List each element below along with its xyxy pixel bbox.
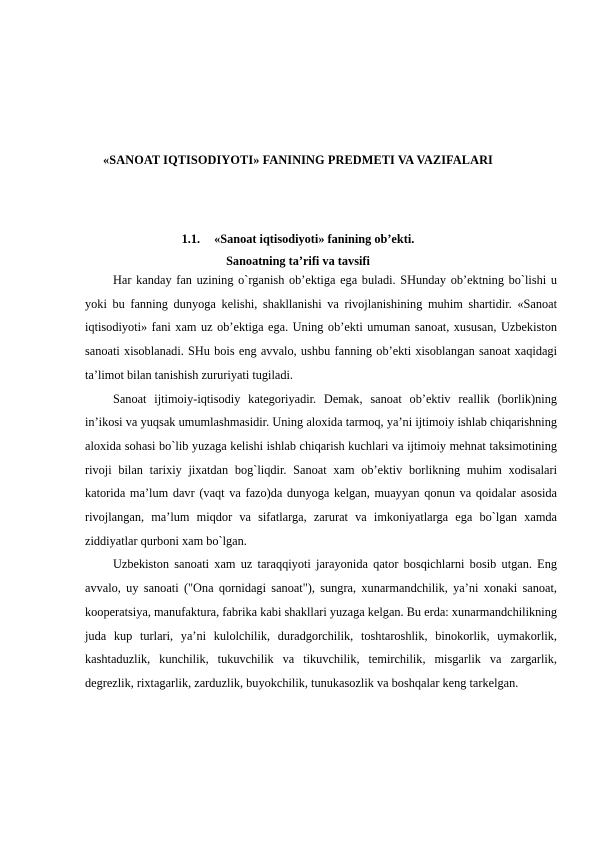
paragraph: Uzbekiston sanoati xam uz taraqqiyoti jarayonida qator bosqichlarni bosib utgan. Eng avvalo, uy sanoati ("Ona qornidagi sanoat"), sungra, xunarmandchilik, ya’ni xonaki sanoat, kooperatsiya, manufaktura, fabrika kabi shakllari yuzaga kelgan. Bu erda: xunarmandchilikning juda kup turlari, ya’ni kulolchilik, duradgorchilik, toshtaroshlik, binokorlik, uymakorlik, kashtaduzlik, kunchilik, tukuvchilik va tikuvchilik, temirchilik, misgarlik va zargarlik, degrezlik, rixtagarlik, zarduzlik, buyokchilik, tunukasozlik va boshqalar keng tarkelgan. — [85, 557, 557, 690]
subheading: Sanoatning ta’rifi va tavsifi — [226, 254, 370, 268]
section-title: «Sanoat iqtisodiyoti» fanining ob’ekti. — [214, 232, 415, 246]
section-heading — [0, 232, 596, 247]
paragraph: Sanoat ijtimoiy-iqtisodiy kategoriyadir. Demak, sanoat ob’ektiv reallik (borlik)ning in’ikosi va yuqsak umumlashmasidir. Uning aloxida tarmoq, ya’ni ijtimoiy ishlab chiqarishning aloxida sohasi bo`lib yuzaga kelishi ishlab chiqarish kuchlari va ijtimoiy mehnat taksimotining rivoji bilan tarixiy jixatdan bog`liqdir. Sanoat xam ob’ektiv borlikning muhim xodisalari katorida ma’lum davr (vaqt va fazo)da dunyoga kelgan, muayyan qonun va qoidalar asosida rivojlangan, ma’lum miqdor va sifatlarga, zarurat va imkoniyatlarga ega bo`lgan xamda ziddiyatlar qurboni xam bo`lgan. — [85, 391, 557, 548]
paragraph: Har kanday fan uzining o`rganish ob’ektiga ega buladi. SHunday ob’ektning bo`lishi u yoki bu fanning dunyoga kelishi, shakllanishi va rivojlanishining muhim shartidir. «Sanoat iqtisodiyoti» fani xam uz ob’ektiga ega. Uning ob’ekti umuman sanoat, xususan, Uzbekiston sanoati xisoblanadi. SHu bois eng avvalo, ushbu fanning ob’ekti xisoblangan sanoat xaqidagi ta’limot bilan tanishish zururiyati tugiladi. — [85, 273, 557, 382]
section-number: 1.1. — [181, 232, 201, 246]
document-title: «SANOAT IQTISODIYOTI» FANINING PREDMETI VA VAZIFALARI — [103, 153, 493, 167]
body-text — [85, 269, 557, 696]
